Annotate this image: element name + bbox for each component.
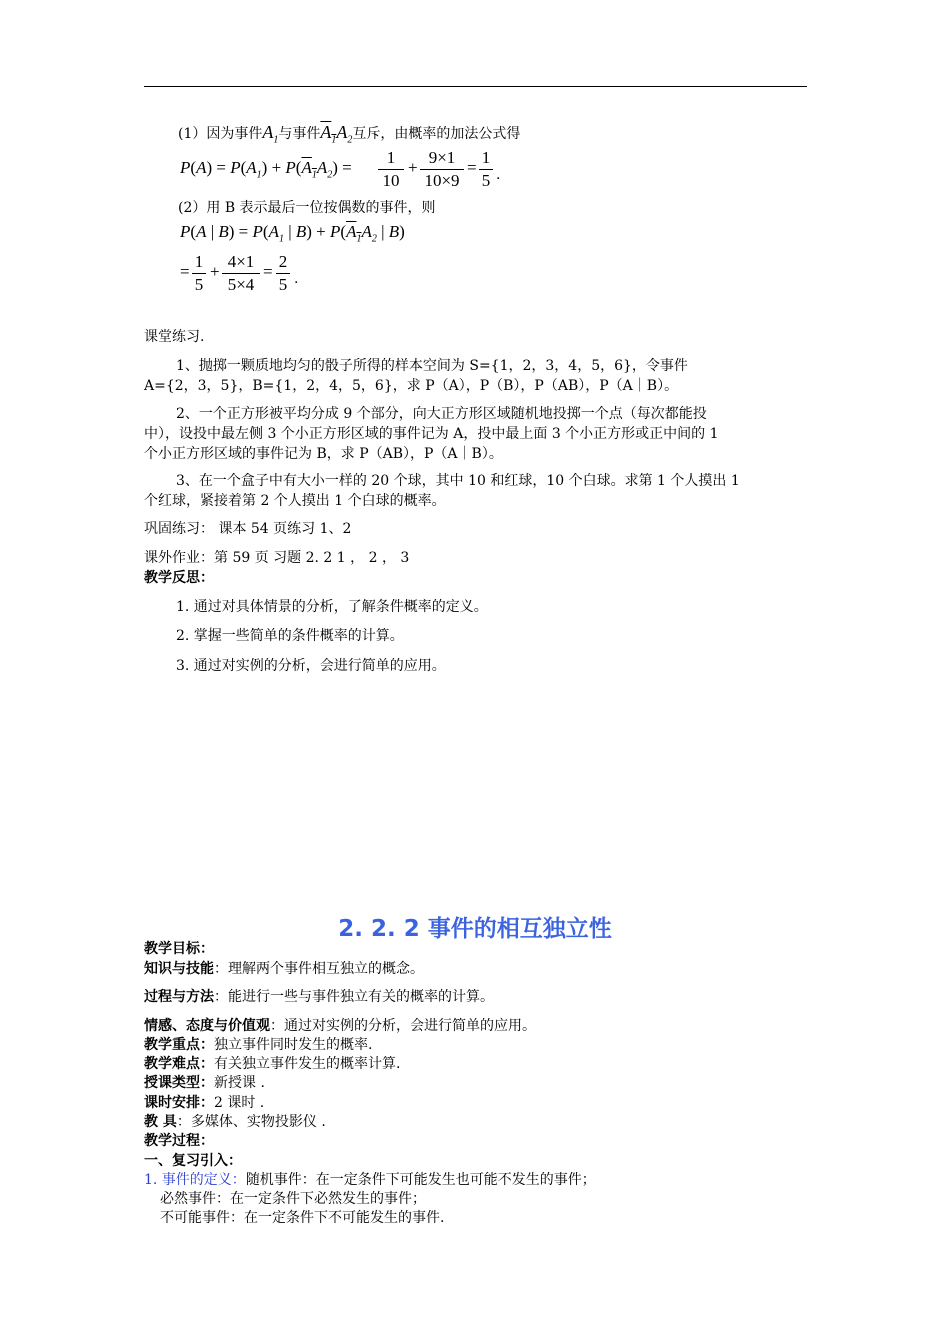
key-label: 教学重点：	[144, 1037, 214, 1053]
review-label: 一、复习引入：	[144, 1153, 242, 1169]
exercise-1-line-2: A={2，3，5}，B={1，2，4，5，6}，求 P（A），P（B），P（AB），P（A｜B）。	[144, 378, 679, 394]
reflection-item-2: 2. 掌握一些简单的条件概率的计算。	[176, 628, 404, 644]
reflection-item-1: 1. 通过对具体情景的分析，了解条件概率的定义。	[176, 599, 488, 615]
knowledge-label: 知识与技能	[144, 961, 214, 977]
fraction2-2-5: $\frac{2}{5}$	[276, 251, 290, 296]
exercise-3-line-2: 个红球，紧接着第 2 个人摸出 1 个白球的概率。	[144, 493, 446, 509]
fraction2-4x1-5x4: $\frac{4\times 1}{5\times 4}$	[222, 251, 260, 296]
emotion-label: 情感、态度与价值观	[144, 1018, 270, 1034]
definition-text: 随机事件：在一定条件下可能发生也可能不发生的事件；	[245, 1172, 596, 1188]
homework: 课外作业：第 59 页 习题 2. 2 1 ， 2 ， 3	[144, 550, 410, 566]
part1-intro-line	[178, 123, 520, 150]
part1-intro-mid: 与事件	[278, 126, 321, 142]
equation-2-end: .	[294, 271, 299, 287]
type-label: 授课类型：	[144, 1075, 214, 1091]
exercise-2-line-1: 2、一个正方形被平均分成 9 个部分，向大正方形区域随机地投掷一个点（每次都能投	[176, 406, 707, 422]
equation-2-eq2: =	[263, 262, 273, 281]
reflection-item-3: 3. 通过对实例的分析，会进行简单的应用。	[176, 658, 446, 674]
key-line	[144, 1036, 372, 1054]
definition-label: 1. 事件的定义：	[144, 1172, 246, 1188]
equation-1-lhs: $P(A) = P(A_1) + P(A_1A_2)$ =	[180, 158, 352, 181]
exercise-2-line-3: 个小正方形区域的事件记为 B，求 P（AB），P（A｜B）。	[144, 446, 503, 462]
fraction-1-5: $\frac{1}{5}$	[479, 147, 493, 192]
difficult-label: 教学难点：	[144, 1056, 214, 1072]
hours-text: 2 课时 .	[214, 1095, 265, 1111]
impossible-event: 不可能事件：在一定条件下不可能发生的事件.	[160, 1210, 445, 1226]
hours-line	[144, 1094, 264, 1112]
event-a1bar-a2: $A_1A_2$	[320, 122, 353, 146]
part2-intro: (2）用 B 表示最后一位按偶数的事件，则	[178, 200, 436, 216]
part1-intro-end: 互斥，由概率的加法公式得	[352, 126, 521, 142]
tools-text: ：多媒体、实物投影仪 .	[176, 1114, 326, 1130]
goal-label: 教学目标：	[144, 941, 214, 957]
emotion-line	[144, 1017, 536, 1035]
section-title: 2. 2. 2 事件的相互独立性	[338, 916, 612, 942]
event-a1: $A_1$	[262, 122, 279, 146]
exercise-2-line-2: 中），设投中最左侧 3 个小正方形区域的事件记为 A，投中最上面 3 个小正方形或正中间的 1	[144, 426, 719, 442]
fraction-9x1-10x9: $\frac{9\times 1}{10\times 9}$	[420, 147, 464, 192]
part1-intro: (1）因为事件	[178, 126, 263, 142]
fraction2-1-5: $\frac{1}{5}$	[192, 251, 206, 296]
exercises-title: 课堂练习.	[144, 329, 205, 345]
type-line	[144, 1074, 265, 1092]
process-text: ：能进行一些与事件独立有关的概率的计算。	[214, 989, 494, 1005]
exercise-3-line-1: 3、在一个盒子中有大小一样的 20 个球，其中 10 和红球，10 个白球。求第 1 个人摸出 1	[176, 473, 740, 489]
equation-2-plus: +	[210, 262, 220, 281]
tools-line	[144, 1113, 326, 1131]
knowledge-text: ：理解两个事件相互独立的概念。	[214, 961, 424, 977]
equation-2-eq: =	[180, 262, 190, 281]
emotion-text: ：通过对实例的分析，会进行简单的应用。	[270, 1018, 536, 1034]
plus-sign: +	[408, 158, 418, 177]
definition-line	[144, 1171, 596, 1189]
header-rule	[144, 86, 807, 87]
equation-2-line1: P(A | $B) = P(A_1$ | $B) + P(A_1A_2$ | B)	[180, 222, 405, 245]
difficult-line	[144, 1055, 400, 1073]
process-line	[144, 988, 494, 1006]
hours-label: 课时安排：	[144, 1095, 214, 1111]
key-text: 独立事件同时发生的概率.	[214, 1037, 373, 1053]
equals-sign: =	[467, 158, 477, 177]
process-label: 过程与方法	[144, 989, 214, 1005]
teaching-process-label: 教学过程：	[144, 1133, 214, 1149]
type-text: 新授课 .	[214, 1075, 265, 1091]
fraction-1-10: $\frac{1}{10}$	[378, 147, 404, 192]
consolidation-practice: 巩固练习： 课本 54 页练习 1、2	[144, 521, 352, 537]
difficult-text: 有关独立事件发生的概率计算.	[214, 1056, 401, 1072]
certain-event: 必然事件：在一定条件下必然发生的事件；	[160, 1191, 426, 1207]
knowledge-line	[144, 960, 424, 978]
reflection-label: 教学反思：	[144, 570, 214, 586]
exercise-1-line-1: 1、抛掷一颗质地均匀的骰子所得的样本空间为 S={1，2，3，4，5，6}，令事件	[176, 358, 688, 374]
equation-1-end: .	[496, 167, 501, 183]
tools-label: 教 具	[144, 1114, 177, 1130]
